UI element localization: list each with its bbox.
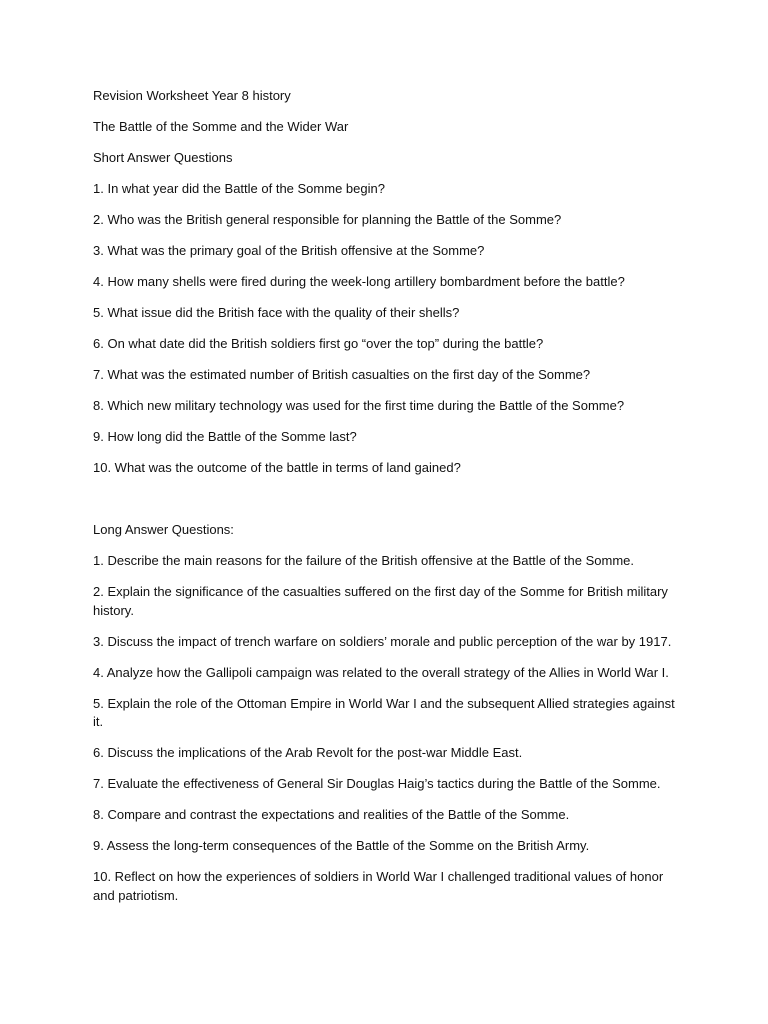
long-question: 4. Analyze how the Gallipoli campaign was related to the overall strategy of the Allies in World War I. xyxy=(93,664,669,680)
short-question: 5. What issue did the British face with the quality of their shells? xyxy=(93,305,460,320)
long-question: 10. Reflect on how the experiences of soldiers in World War I challenged traditional values of honor and patriotism. xyxy=(93,869,664,903)
short-question: 8. Which new military technology was used for the first time during the Battle of the Somme? xyxy=(93,398,625,413)
worksheet-title: Revision Worksheet Year 8 history xyxy=(93,88,291,103)
section-spacer xyxy=(93,490,683,521)
long-question: 7. Evaluate the effectiveness of General Sir Douglas Haig’s tactics during the Battle of the Somme. xyxy=(93,776,661,791)
long-question: 1. Describe the main reasons for the failure of the British offensive at the Battle of the Somme. xyxy=(93,553,634,568)
long-answer-heading: Long Answer Questions: xyxy=(93,522,234,537)
short-question: 6. On what date did the British soldiers first go “over the top” during the battle? xyxy=(93,336,544,351)
long-question: 2. Explain the significance of the casualties suffered on the first day of the Somme for British military history. xyxy=(93,584,668,618)
short-question: 7. What was the estimated number of British casualties on the first day of the Somme? xyxy=(93,367,591,382)
short-question: 3. What was the primary goal of the British offensive at the Somme? xyxy=(93,243,485,258)
short-question: 4. How many shells were fired during the week-long artillery bombardment before the battle? xyxy=(93,274,625,289)
short-question: 2. Who was the British general responsible for planning the Battle of the Somme? xyxy=(93,212,562,227)
long-question: 8. Compare and contrast the expectations and realities of the Battle of the Somme. xyxy=(93,807,570,822)
document-page xyxy=(93,87,683,918)
long-question: 6. Discuss the implications of the Arab Revolt for the post-war Middle East. xyxy=(93,745,523,760)
long-question: 9. Assess the long-term consequences of the Battle of the Somme on the British Army. xyxy=(93,838,590,853)
short-question: 9. How long did the Battle of the Somme last? xyxy=(93,429,357,444)
short-answer-heading: Short Answer Questions xyxy=(93,150,233,165)
worksheet-topic: The Battle of the Somme and the Wider War xyxy=(93,119,349,134)
long-question: 5. Explain the role of the Ottoman Empire in World War I and the subsequent Allied strategies against it. xyxy=(93,695,675,729)
short-question: 1. In what year did the Battle of the Somme begin? xyxy=(93,181,385,196)
long-question: 3. Discuss the impact of trench warfare on soldiers’ morale and public perception of the war by 1917. xyxy=(93,633,672,649)
short-question: 10. What was the outcome of the battle in terms of land gained? xyxy=(93,460,461,475)
